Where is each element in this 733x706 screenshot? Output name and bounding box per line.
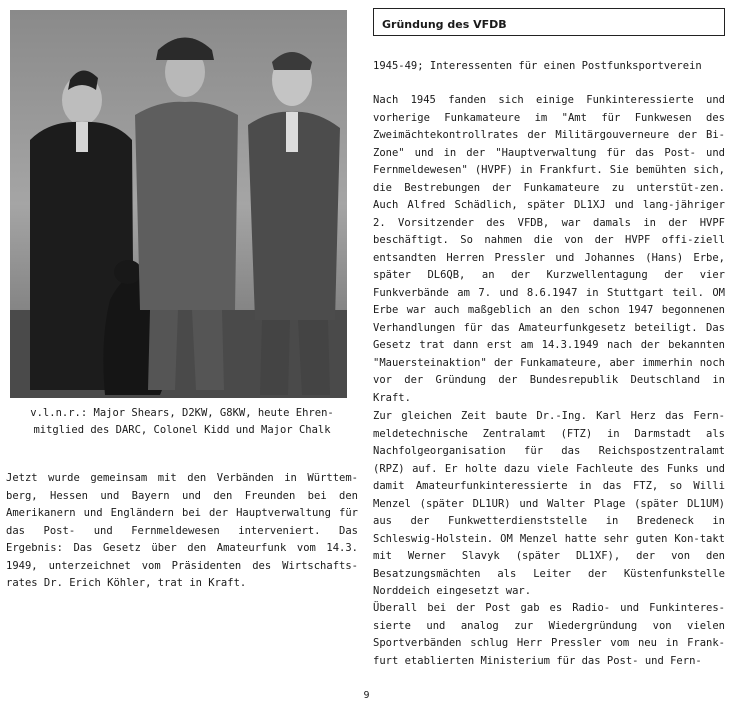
page-number: 9 <box>363 690 370 701</box>
paragraph-3: Überall bei der Post gab es Radio- und Funkinteres-sierte und analog zur Wiedergründung von vielen Sportverbänden schlug Herr Pressler vom neu in Frank-furt etablierten Ministerium für das Post- und Fern- <box>373 602 725 667</box>
section-heading: Gründung des VFDB <box>373 8 725 36</box>
photo-illustration <box>10 10 347 398</box>
section-subtitle: 1945-49; Interessenten für einen Postfunksportverein <box>373 60 702 72</box>
historical-photo <box>10 10 347 398</box>
left-paragraph: Jetzt wurde gemeinsam mit den Verbänden in Württem-berg, Hessen und Bayern und den Freunden bei den Amerikanern und Engländern bei der Hauptverwaltung für das Post- und Fernmeldewesen interveniert. Das Ergebnis: Das Gesetz über den Amateurfunk vom 14.3. 1949, unterzeichnet vom Präsidenten des Wirtschafts-rates Dr. Erich Köhler, trat in Kraft. <box>6 472 358 589</box>
paragraph-2: Zur gleichen Zeit baute Dr.-Ing. Karl Herz das Fern-meldetechnische Zentralamt (FTZ) in Darmstadt als Nachfolgeorganisation für das Reichspostzentralamt (RPZ) auf. Er holte dazu viele Fachleute des Funks und damit Amateurfunkinteressierte in das FTZ, so Willi Menzel (später DL1UR) und Walter Plage (später DL1UM) aus der Funkwetterdienststelle in Bredeneck in Schleswig-Holstein. OM Menzel hatte sehr guten Kon-takt mit Werner Slavyk (später DL1XF), der von den Besatzungsmächten als Leiter der Küstenfunkstelle Norddeich eingesetzt war. <box>373 410 725 597</box>
paragraph-1: Nach 1945 fanden sich einige Funkinteressierte und vorherige Funkamateure im "Amt für Funkwesen des Zweimächtekontrollrates der Militärgouverneure der Bi-Zone" und in der "Hauptverwaltung für das Post- und Fernmeldewesen" (HVPF) in Frankfurt. Sie bemühten sich, die Bestrebungen der Funkamateure zu unterstüt-zen. Auch Alfred Schädlich, später DL1XJ und lang-jähriger 2. Vorsitzender des VFDB, war damals in der HVPF beschäftigt. So nahmen die von der HVPF offi-ziell entsandten Herren Pressler und Johannes (Hans) Erbe, später DL6QB, an der Kurzwellentagung der vier Funkverbände am 7. und 8.6.1947 in Stuttgart teil. OM Erbe war auch maßgeblich an den schon 1947 begonnenen Verhandlungen für das Amateurfunkgesetz beteiligt. Das Gesetz trat dann erst am 14.3.1949 nach der bekannten "Mauersteinaktion" der Funkamateure, aber immerhin noch vor der Gründung der Bundesrepublik Deutschland in Kraft. <box>373 94 725 404</box>
photo-caption: v.l.n.r.: Major Shears, D2KW, G8KW, heute Ehren-mitglied des DARC, Colonel Kidd und Major Chalk <box>30 407 334 436</box>
